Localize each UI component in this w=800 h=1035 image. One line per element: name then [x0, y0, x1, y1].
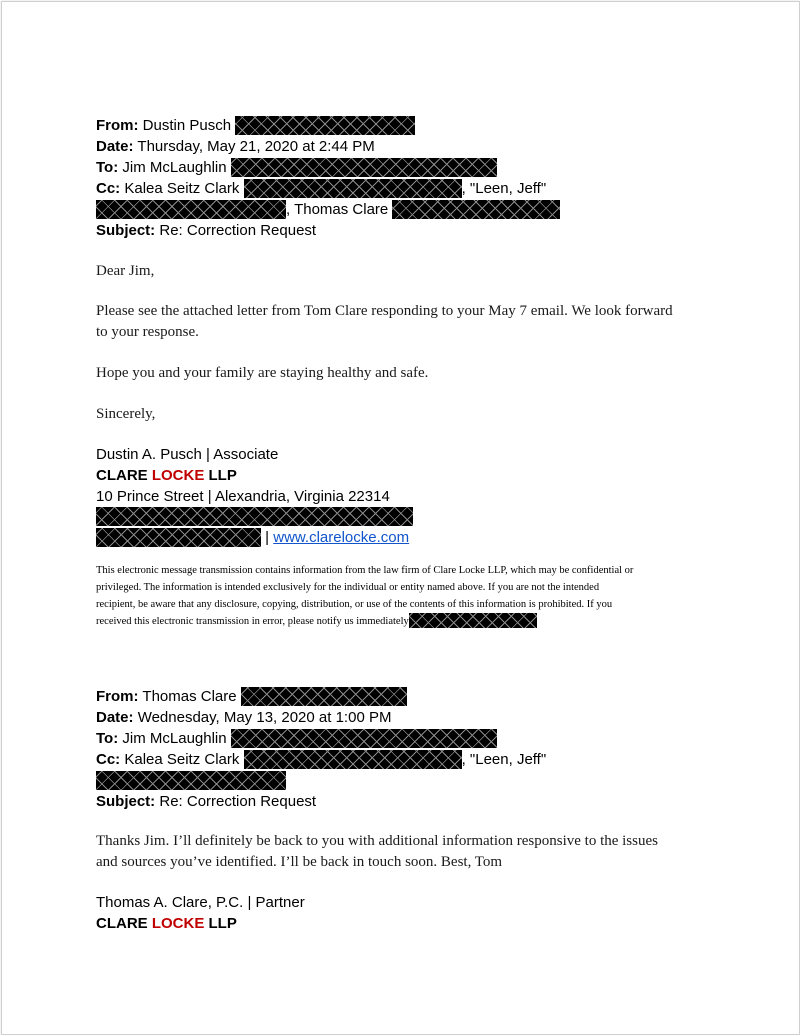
redaction-block — [235, 116, 415, 135]
from-value: Thomas Clare — [142, 688, 237, 705]
firm-llp: LLP — [208, 467, 237, 484]
date-label: Date: — [96, 138, 134, 155]
email1-cc-row — [96, 178, 546, 199]
to-value: Jim McLaughlin — [122, 730, 227, 747]
redaction-block — [231, 729, 497, 748]
firm-clare: CLARE — [96, 467, 148, 484]
email1-body-line: Hope you and your family are staying healthy and safe. — [96, 365, 429, 381]
email2-cc-row-continued — [96, 770, 286, 791]
cc-value: Kalea Seitz Clark — [124, 180, 240, 197]
firm-locke: LOCKE — [151, 467, 205, 484]
redaction-block — [244, 750, 462, 769]
redaction-block — [392, 200, 560, 219]
email1-body-line: Please see the attached letter from Tom Clare responding to your May 7 email. We look forward — [96, 303, 673, 319]
cc-extra: , "Leen, Jeff" — [461, 751, 547, 768]
date-value: Thursday, May 21, 2020 at 2:44 PM — [137, 138, 375, 155]
email1-from-row — [96, 115, 415, 136]
email2-subject-row — [96, 791, 316, 812]
date-label: Date: — [96, 709, 134, 726]
email2-body-line: and sources you’ve identified. I’ll be back in touch soon. Best, Tom — [96, 854, 503, 870]
email1-contact-redacted — [96, 506, 413, 527]
cc-label: Cc: — [96, 751, 121, 768]
from-value: Dustin Pusch — [142, 117, 232, 134]
email1-address: 10 Prince Street | Alexandria, Virginia 22314 — [96, 488, 390, 505]
email2-body-line: Thanks Jim. I’ll definitely be back to you with additional information responsive to the issues — [96, 833, 658, 849]
email1-signature-name: Dustin A. Pusch | Associate — [96, 446, 279, 463]
disclaimer-line-last — [96, 613, 537, 630]
email1-cc-row-continued — [96, 199, 560, 220]
email2-from-row — [96, 686, 407, 707]
cc-extra: , "Leen, Jeff" — [461, 180, 547, 197]
subject-value: Re: Correction Request — [159, 222, 317, 239]
disclaimer-line: This electronic message transmission contains information from the law firm of Clare Locke LLP, which may be confidential or — [96, 565, 634, 576]
email2-cc-row — [96, 749, 546, 770]
firm-clare: CLARE — [96, 915, 148, 932]
firm-llp: LLP — [208, 915, 237, 932]
disclaimer-line: recipient, be aware that any disclosure, copying, distribution, or use of the contents of this information is prohibited. If you — [96, 599, 613, 610]
from-label: From: — [96, 688, 139, 705]
redaction-block — [96, 528, 261, 547]
email1-to-row — [96, 157, 497, 178]
redaction-block — [409, 613, 537, 628]
redaction-block — [244, 179, 462, 198]
to-label: To: — [96, 159, 119, 176]
firm-locke: LOCKE — [151, 915, 205, 932]
email1-date-row — [96, 136, 375, 157]
email1-greeting: Dear Jim, — [96, 263, 155, 279]
redaction-block — [231, 158, 497, 177]
date-value: Wednesday, May 13, 2020 at 1:00 PM — [137, 709, 392, 726]
to-label: To: — [96, 730, 119, 747]
subject-value: Re: Correction Request — [159, 793, 317, 810]
from-label: From: — [96, 117, 139, 134]
subject-label: Subject: — [96, 222, 156, 239]
email2-date-row — [96, 707, 391, 728]
email2-firm-name — [96, 913, 237, 934]
disclaimer-line: privileged. The information is intended exclusively for the individual or entity named above. If you are not the intended — [96, 582, 600, 593]
email2-to-row — [96, 728, 497, 749]
cc-label: Cc: — [96, 180, 121, 197]
email1-body-line: to your response. — [96, 324, 199, 340]
redaction-block — [96, 200, 286, 219]
subject-label: Subject: — [96, 793, 156, 810]
email1-website-row — [96, 527, 409, 548]
to-value: Jim McLaughlin — [122, 159, 227, 176]
email1-closing: Sincerely, — [96, 406, 156, 422]
email2-signature-name: Thomas A. Clare, P.C. | Partner — [96, 894, 305, 911]
website-link[interactable]: www.clarelocke.com — [273, 529, 410, 546]
cc-value: Kalea Seitz Clark — [124, 751, 240, 768]
separator: | — [261, 529, 274, 546]
email1-subject-row — [96, 220, 316, 241]
redaction-block — [96, 507, 413, 526]
cc-extra: , Thomas Clare — [286, 201, 389, 218]
email1-firm-name — [96, 465, 237, 486]
redaction-block — [241, 687, 407, 706]
disclaimer-text: received this electronic transmission in error, please notify us immediately — [96, 616, 409, 627]
redaction-block — [96, 771, 286, 790]
document-page — [1, 1, 800, 1035]
